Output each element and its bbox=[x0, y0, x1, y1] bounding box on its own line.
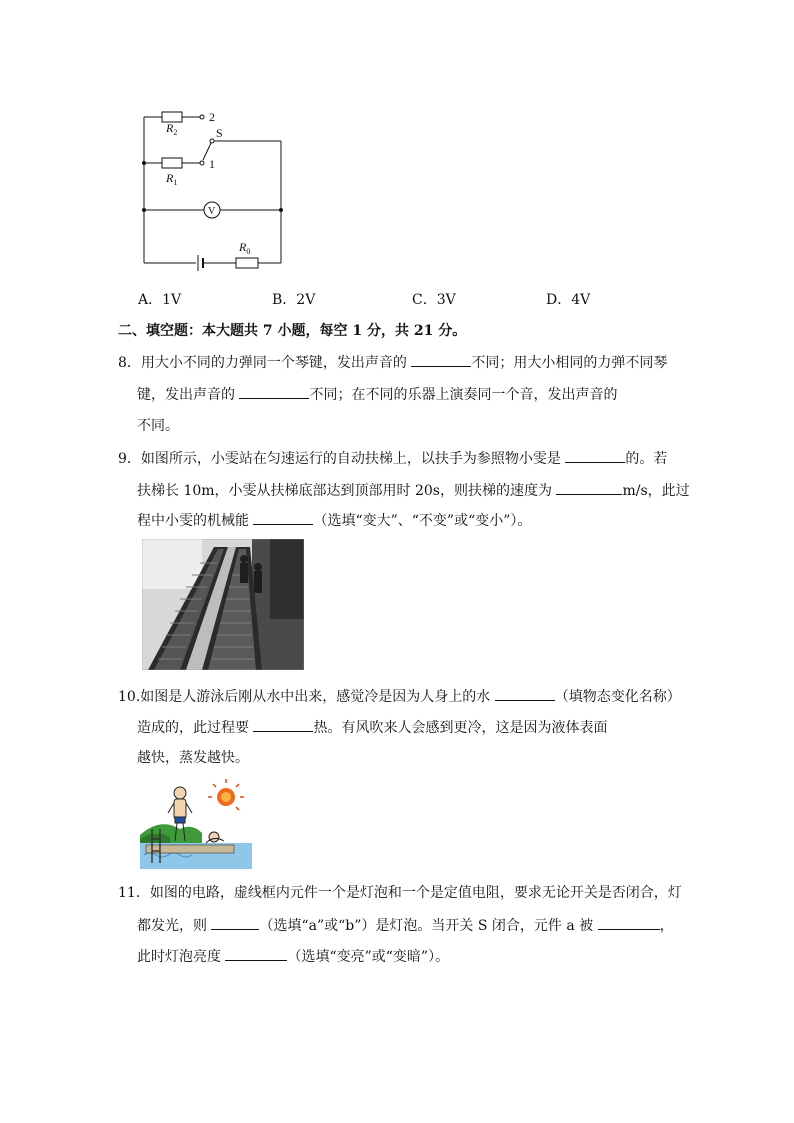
section-heading: 二、填空题：本大题共 7 小题，每空 1 分，共 21 分。 bbox=[118, 323, 467, 339]
q11-line3 bbox=[137, 946, 449, 967]
q10-text: 热。有风吹来人会感到更冷，这是因为液体表面 bbox=[313, 720, 608, 736]
terminal-2 bbox=[200, 115, 204, 119]
q10-line3: 越快，蒸发越快。 bbox=[137, 750, 249, 766]
q11-text: ， bbox=[659, 918, 674, 934]
q7-option-d: D．4V bbox=[546, 292, 591, 308]
q11-text: 都发光，则 bbox=[137, 918, 212, 934]
q9-text: 扶梯长 10m，小雯从扶梯底部达到顶部用时 20s，则扶梯的速度为 bbox=[137, 483, 557, 499]
q11-text: （选填“变亮”或“变暗”）。 bbox=[287, 949, 450, 965]
q9-line2 bbox=[137, 480, 690, 501]
q9-line1 bbox=[118, 448, 667, 469]
q7-option-c: C．3V bbox=[412, 292, 456, 308]
q8-line1 bbox=[118, 352, 667, 373]
q11-line2 bbox=[137, 915, 674, 936]
q8-text: 不同；用大小相同的力弹不同琴 bbox=[471, 355, 668, 371]
q8-text: 不同；在不同的乐器上演奏同一个音，发出声音的 bbox=[309, 387, 618, 403]
junction-dot bbox=[142, 208, 146, 212]
sun-icon bbox=[208, 779, 244, 810]
q11-line1: 11．如图的电路，虚线框内元件一个是灯泡和一个是定值电阻，要求无论开关是否闭合，灯 bbox=[118, 885, 682, 901]
q11-text: 此时灯泡亮度 bbox=[137, 949, 226, 965]
answer-blank[interactable] bbox=[556, 480, 622, 495]
junction-dot bbox=[142, 161, 146, 165]
terminal-1 bbox=[200, 161, 204, 165]
q8-text: 8．用大小不同的力弹同一个琴键，发出声音的 bbox=[118, 355, 412, 371]
q9-text: （选填“变大”、“不变”或“变小”）。 bbox=[313, 513, 532, 529]
q10-text: 造成的，此过程要 bbox=[137, 720, 254, 736]
answer-blank[interactable] bbox=[411, 352, 471, 367]
q7-option-a: A．1V bbox=[138, 292, 182, 308]
q9-text: 的。若 bbox=[625, 451, 668, 467]
svg-text:R0 bbox=[238, 240, 250, 256]
answer-blank[interactable] bbox=[253, 717, 313, 732]
q9-text: 9．如图所示，小雯站在匀速运行的自动扶梯上，以扶手为参照物小雯是 bbox=[118, 451, 566, 467]
switch-label: S bbox=[216, 126, 223, 140]
label-r1: R bbox=[166, 171, 174, 185]
q9-line3 bbox=[137, 510, 531, 531]
answer-blank[interactable] bbox=[598, 915, 660, 930]
q10-line2 bbox=[137, 717, 607, 738]
q9-text: m/s，此过 bbox=[622, 483, 690, 499]
q7-option-b: B．2V bbox=[272, 292, 316, 308]
answer-blank[interactable] bbox=[253, 510, 313, 525]
label-r0-sub: 0 bbox=[246, 247, 251, 256]
label-r1-sub: 1 bbox=[173, 178, 178, 187]
switch-pivot bbox=[210, 139, 214, 143]
q8-line3: 不同。 bbox=[137, 418, 179, 434]
answer-blank[interactable] bbox=[565, 448, 625, 463]
label-r2-sub: 2 bbox=[173, 128, 178, 137]
circuit-diagram bbox=[130, 100, 300, 280]
terminal-1-label: 1 bbox=[209, 157, 215, 171]
answer-blank[interactable] bbox=[239, 384, 309, 399]
voltmeter-label: V bbox=[208, 206, 216, 217]
q10-text: （填物态变化名称） bbox=[554, 689, 681, 705]
terminal-2-label: 2 bbox=[209, 110, 215, 124]
label-r0: R bbox=[239, 240, 247, 254]
junction-dot bbox=[279, 208, 283, 212]
resistor-r0 bbox=[236, 258, 258, 268]
answer-blank[interactable] bbox=[211, 915, 259, 930]
q8-text: 键，发出声音的 bbox=[137, 387, 240, 403]
resistor-r1 bbox=[162, 158, 182, 168]
q10-text: 10.如图是人游泳后刚从水中出来，感觉冷是因为人身上的水 bbox=[118, 689, 495, 705]
svg-text:R2 bbox=[165, 121, 177, 137]
answer-blank[interactable] bbox=[225, 946, 287, 961]
q9-text: 程中小雯的机械能 bbox=[137, 513, 254, 529]
escalator-photo bbox=[142, 539, 304, 670]
q8-line2 bbox=[137, 384, 617, 405]
answer-blank[interactable] bbox=[495, 686, 555, 701]
q10-line1 bbox=[118, 686, 681, 707]
label-r2: R bbox=[166, 121, 174, 135]
swimmer-cartoon bbox=[140, 779, 252, 869]
svg-text:R1 bbox=[165, 171, 177, 187]
q11-text: （选填“a”或“b”）是灯泡。当开关 S 闭合，元件 a 被 bbox=[259, 918, 598, 934]
